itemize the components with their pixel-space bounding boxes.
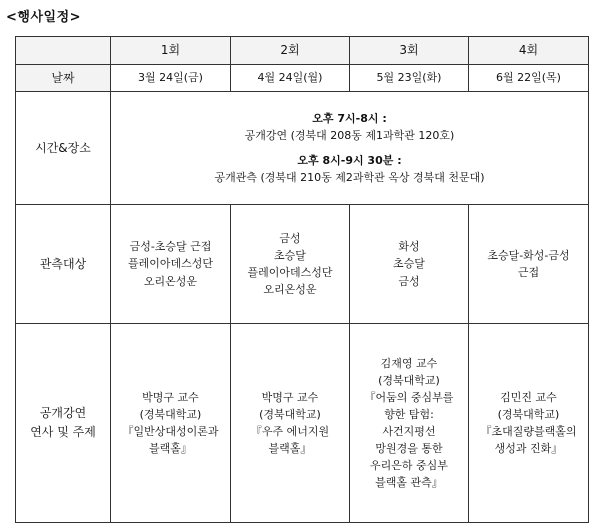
time-place-row [16, 92, 589, 205]
targets-cell-3 [350, 205, 469, 324]
targets-row [16, 205, 589, 324]
target-line: 초승달 [393, 257, 425, 271]
lecture-venue: 공개강연 (경북대 208동 제1과학관 120호) [244, 128, 455, 142]
lecture-cell-4 [469, 324, 589, 523]
target-line: 화성 [398, 240, 420, 254]
speaker-name: 박명구 교수 [142, 390, 199, 404]
page-title: <행사일정> [6, 10, 82, 25]
speaker-affiliation: (경북대학교) [378, 373, 440, 387]
targets-cell-4 [469, 205, 589, 324]
speaker-affiliation: (경북대학교) [259, 407, 321, 421]
time-slot-2: 오후 8시-9시 30분 : [297, 154, 402, 167]
targets-cell-1 [111, 205, 231, 324]
target-line: 플레이아데스성단 [127, 257, 213, 271]
lecture-cell-3 [350, 324, 469, 523]
lecture-topic-line: 블랙홀 관측』 [375, 476, 443, 490]
target-line: 초승달 [274, 248, 306, 262]
lecture-topic-line: 생성과 진화』 [494, 442, 563, 456]
speaker-name: 김재영 교수 [380, 356, 438, 370]
corner-cell [16, 37, 111, 65]
target-line: 금성-초승달 근접 [129, 240, 212, 254]
lecture-topic-line: 『어둠의 중심부를 [364, 390, 454, 404]
date-cell-2: 4월 24일(월) [231, 65, 350, 92]
lecture-row [16, 324, 589, 523]
header-row [16, 37, 589, 65]
date-cell-4: 6월 22일(목) [469, 65, 589, 92]
target-line: 오리온성운 [143, 274, 198, 288]
lecture-topic-line: 『우주 에너지원 [250, 425, 330, 438]
lecture-topic-line: 『초대질량블랙홀의 [480, 425, 577, 438]
speaker-name: 박명구 교수 [261, 390, 319, 404]
target-line: 오리온성운 [263, 283, 317, 297]
target-line: 금성 [279, 231, 301, 245]
targets-row-label: 관측대상 [16, 205, 111, 324]
lecture-topic-line: 망원경을 통한 [375, 442, 443, 456]
header-session-4: 4회 [469, 37, 589, 65]
lecture-topic-line: 블랙홀』 [268, 442, 312, 456]
target-line: 초승달-화성-금성 [487, 248, 570, 262]
target-line: 근접 [517, 266, 540, 279]
header-session-2: 2회 [231, 37, 350, 65]
date-row [16, 65, 589, 92]
speaker-affiliation: (경북대학교) [497, 407, 560, 421]
lecture-label-line: 공개강연 [39, 406, 87, 421]
date-row-label: 날짜 [16, 65, 111, 92]
speaker-name: 김민진 교수 [500, 390, 557, 404]
time-place-cell [111, 92, 589, 205]
time-place-row-label: 시간&장소 [16, 92, 111, 205]
date-cell-3: 5월 23일(화) [350, 65, 469, 92]
target-line: 플레이아데스성단 [247, 266, 333, 279]
lecture-label-line: 연사 및 주제 [30, 425, 96, 439]
lecture-topic-line: 블랙홀』 [149, 442, 192, 456]
time-slot-1: 오후 7시-8시 : [312, 111, 387, 125]
targets-cell-2 [231, 205, 350, 324]
speaker-affiliation: (경북대학교) [139, 407, 202, 421]
date-cell-1: 3월 24일(금) [111, 65, 231, 92]
target-line: 금성 [398, 274, 420, 288]
observation-venue: 공개관측 (경북대 210동 제2과학관 옥상 경북대 천문대) [214, 171, 485, 185]
lecture-topic-line: 사건지평선 [382, 425, 436, 438]
lecture-cell-1 [111, 324, 231, 523]
header-session-3: 3회 [350, 37, 469, 65]
header-session-1: 1회 [111, 37, 231, 65]
schedule-table [15, 36, 589, 523]
lecture-cell-2 [231, 324, 350, 523]
lecture-topic-line: 향한 탐험: [384, 407, 434, 421]
lecture-topic-line: 『일반상대성이론과 [122, 425, 219, 438]
lecture-topic-line: 우리은하 중심부 [370, 459, 448, 473]
lecture-row-label [16, 324, 111, 523]
